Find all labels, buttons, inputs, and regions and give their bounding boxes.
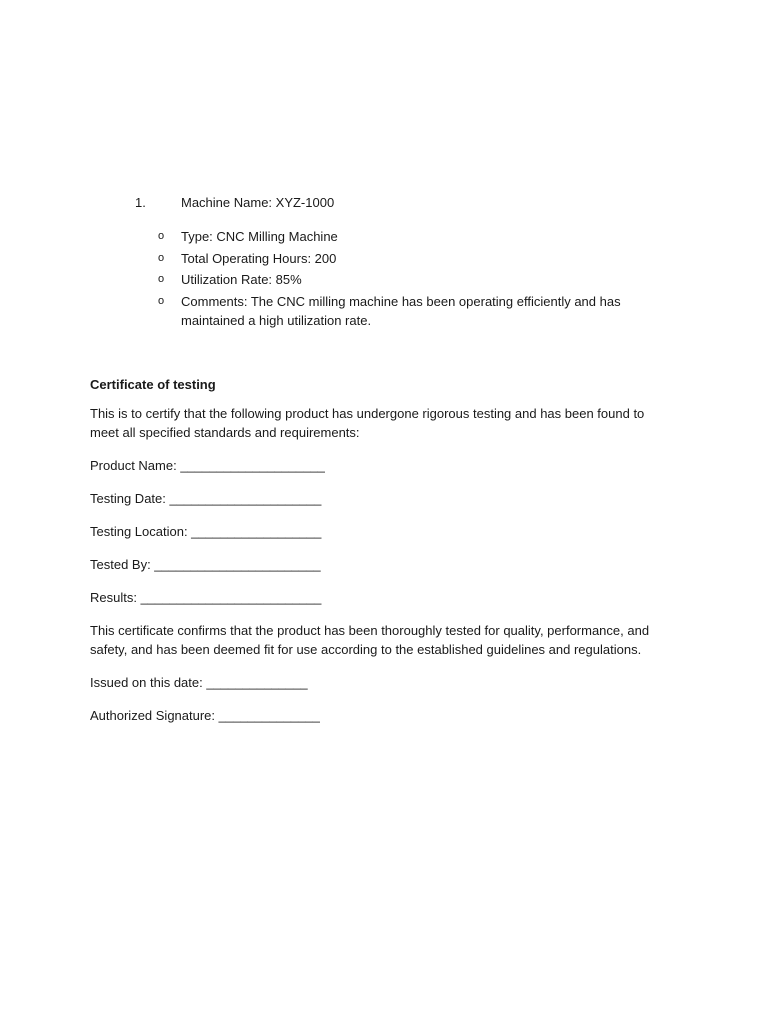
- hollow-bullet-icon: o: [158, 294, 165, 307]
- hollow-bullet-icon: o: [158, 230, 165, 242]
- machine-detail-utilization: [158, 270, 678, 290]
- product-name-field: Product Name: ____________________: [90, 458, 325, 473]
- certificate-section: [90, 375, 670, 739]
- detail-text: Comments: The CNC milling machine has been operating efficiently and has maintained a high utilization rate.: [181, 293, 621, 328]
- hollow-bullet-icon: o: [158, 273, 165, 285]
- machine-detail-comments: [158, 292, 678, 331]
- certificate-confirmation: This certificate confirms that the product has been thoroughly tested for quality, performance, and safety, and has been deemed fit for use according to the established guidelines and regulations.: [90, 623, 650, 657]
- detail-text: Utilization Rate: 85%: [181, 272, 302, 287]
- detail-text: Total Operating Hours: 200: [181, 250, 337, 266]
- machine-name: Machine Name: XYZ-1000: [181, 195, 335, 210]
- machine-detail-hours: [158, 249, 678, 269]
- machine-details-list: [158, 227, 678, 333]
- machine-detail-type: [158, 227, 678, 247]
- detail-text: Type: CNC Milling Machine: [181, 229, 338, 244]
- hollow-bullet-icon: o: [158, 251, 165, 264]
- testing-location-field: Testing Location: __________________: [90, 524, 322, 539]
- testing-date-field: Testing Date: _____________________: [90, 491, 322, 506]
- list-number: 1.: [135, 195, 146, 210]
- authorized-signature-field: Authorized Signature: ______________: [90, 708, 320, 723]
- tested-by-field: Tested By: _______________________: [90, 557, 321, 572]
- machine-list-item: [135, 193, 695, 213]
- certificate-title: Certificate of testing: [90, 377, 216, 392]
- results-field: Results: _________________________: [90, 590, 322, 605]
- issued-date-field: Issued on this date: ______________: [90, 675, 308, 690]
- certificate-intro: This is to certify that the following product has undergone rigorous testing and has been found to meet all specified standards and requirements:: [90, 406, 645, 440]
